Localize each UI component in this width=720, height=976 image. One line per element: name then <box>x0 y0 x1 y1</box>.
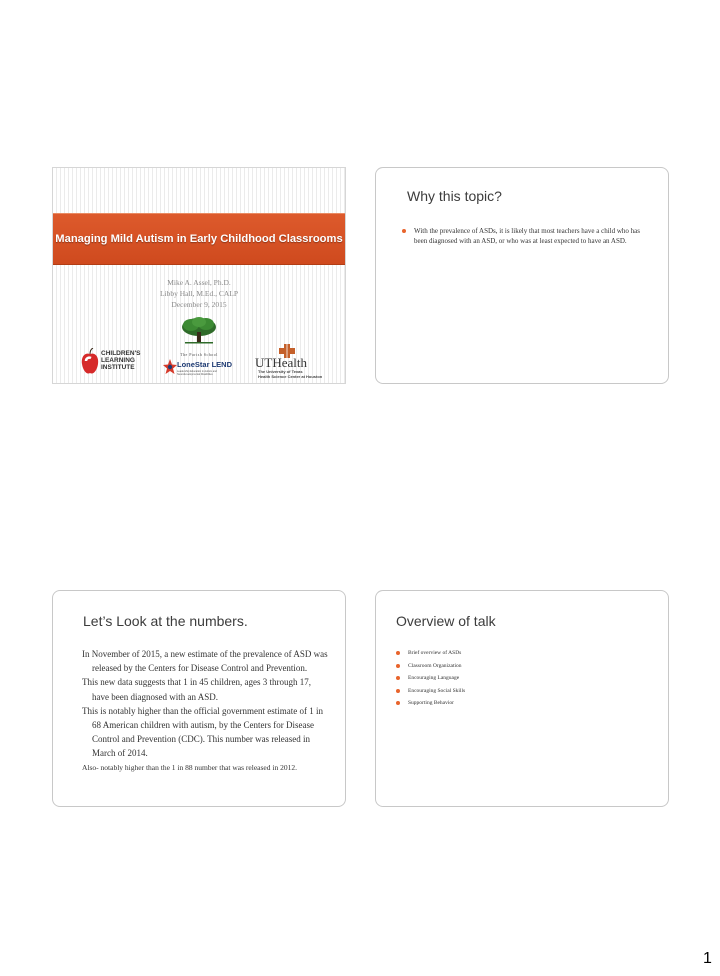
lonestar-lend-logo <box>163 358 233 380</box>
cli-wordmark <box>101 350 140 371</box>
star-icon <box>163 359 177 375</box>
bullet-list <box>394 647 654 710</box>
paragraph: This new data suggests that 1 in 45 children, ages 3 through 17, have been diagnosed with an ASD. <box>82 677 311 702</box>
childrens-learning-institute-logo <box>81 348 151 380</box>
slide-title: Overview of talk <box>396 613 496 629</box>
presentation-date: December 9, 2015 <box>171 300 227 309</box>
cli-line-3: INSTITUTE <box>101 364 135 371</box>
parish-school-logo <box>174 316 224 357</box>
tree-icon <box>179 316 219 346</box>
paragraph: In November of 2015, a new estimate of the prevalence of ASD was released by the Centers for Disease Control and Prevention. <box>82 649 328 674</box>
author-1: Mike A. Assel, Ph.D. <box>167 278 231 287</box>
cli-line-1: CHILDREN'S <box>101 350 141 357</box>
slide-why-this-topic <box>375 167 669 384</box>
slide-overview <box>375 590 669 807</box>
lonestar-tagline: Leadership Education in Autism and Neurodevelopmental Disabilities <box>177 370 217 376</box>
slide-title: Why this topic? <box>407 188 502 204</box>
slide-numbers <box>52 590 346 807</box>
paragraph: Also- notably higher than the 1 in 88 number that was released in 2012. <box>82 762 297 772</box>
slide-title: Let’s Look at the numbers. <box>83 613 248 629</box>
list-item: Encouraging Social Skills <box>394 685 654 698</box>
bullet-list <box>400 226 654 246</box>
page-number: 1 <box>703 950 712 967</box>
list-item: Classroom Organization <box>394 660 654 673</box>
paragraph: This is notably higher than the official government estimate of 1 in 68 American children with autism, by the Centers for Disease Control and Prevention (CDC). This number was released in March of 2014. <box>82 705 324 759</box>
list-item: Encouraging Language <box>394 672 654 685</box>
apple-icon <box>81 348 99 376</box>
parish-school-caption: The Parish School <box>180 352 218 357</box>
list-item: With the prevalence of ASDs, it is likely that most teachers have a child who has been diagnosed with an ASD, or who was at least expected to have an ASD. <box>400 226 654 246</box>
lonestar-wordmark: LoneStar LEND <box>177 360 233 369</box>
uthealth-logo <box>255 346 325 382</box>
list-item: Supporting Behavior <box>394 697 654 710</box>
title-band <box>53 213 345 265</box>
uthealth-wordmark: UTHealth <box>255 355 307 370</box>
list-item: Brief overview of ASDs <box>394 647 654 660</box>
uthealth-sub-2: Health Science Center at Houston <box>258 373 323 379</box>
presentation-title: Managing Mild Autism in Early Childhood Classrooms <box>55 233 343 245</box>
author-2: Libby Hall, M.Ed., CALP <box>159 289 239 298</box>
paragraph-block <box>82 647 329 774</box>
uthealth-sub-1: The University of Texas <box>258 369 303 374</box>
title-slide <box>52 167 346 384</box>
uthealth-subtitle <box>258 370 322 379</box>
cli-line-2: LEARNING <box>101 357 135 364</box>
author-block <box>53 277 345 310</box>
